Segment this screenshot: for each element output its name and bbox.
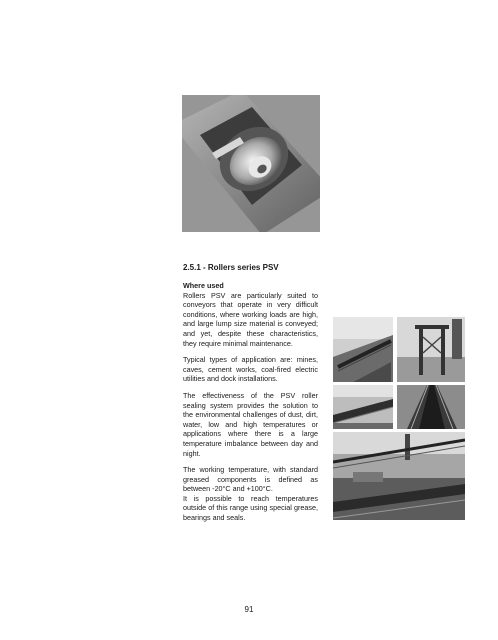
paragraph: Typical types of application are: mines, caves, cement works, coal-fired electric utilities and dock installations. [183,355,318,384]
paragraph: The working temperature, with standard greased components is defined as between -20°C and +100°C. [183,465,318,494]
section-title: 2.5.1 - Rollers series PSV [183,263,279,272]
conveyor-trestle-photo [397,385,465,429]
paragraph: The effectiveness of the PSV roller sealing system provides the solution to the environmental challenges of dust, dirt, water, low and high temperatures or applications where there is a large temperature imbalance between day and night. [183,390,318,458]
where-used-heading: Where used [183,281,224,290]
paragraph: Rollers PSV are particularly suited to conveyors that operate in very difficult conditions, where working loads are high, and large lump size material is conveyed; and yet, despite these characteristics, they require minimal maintenance. [183,290,318,348]
roller-cutaway-illustration [182,95,320,232]
page-number: 91 [244,605,254,614]
conveyor-dock-photo [397,317,465,382]
body-text [183,281,318,530]
conveyor-mine-photo [333,317,393,382]
conveyor-incline-photo [333,385,393,429]
conveyor-plant-photo [333,432,465,520]
paragraph: It is possible to reach temperatures outside of this range using special grease, bearings and seals. [183,493,318,523]
roller-cutaway-photo [182,95,320,232]
